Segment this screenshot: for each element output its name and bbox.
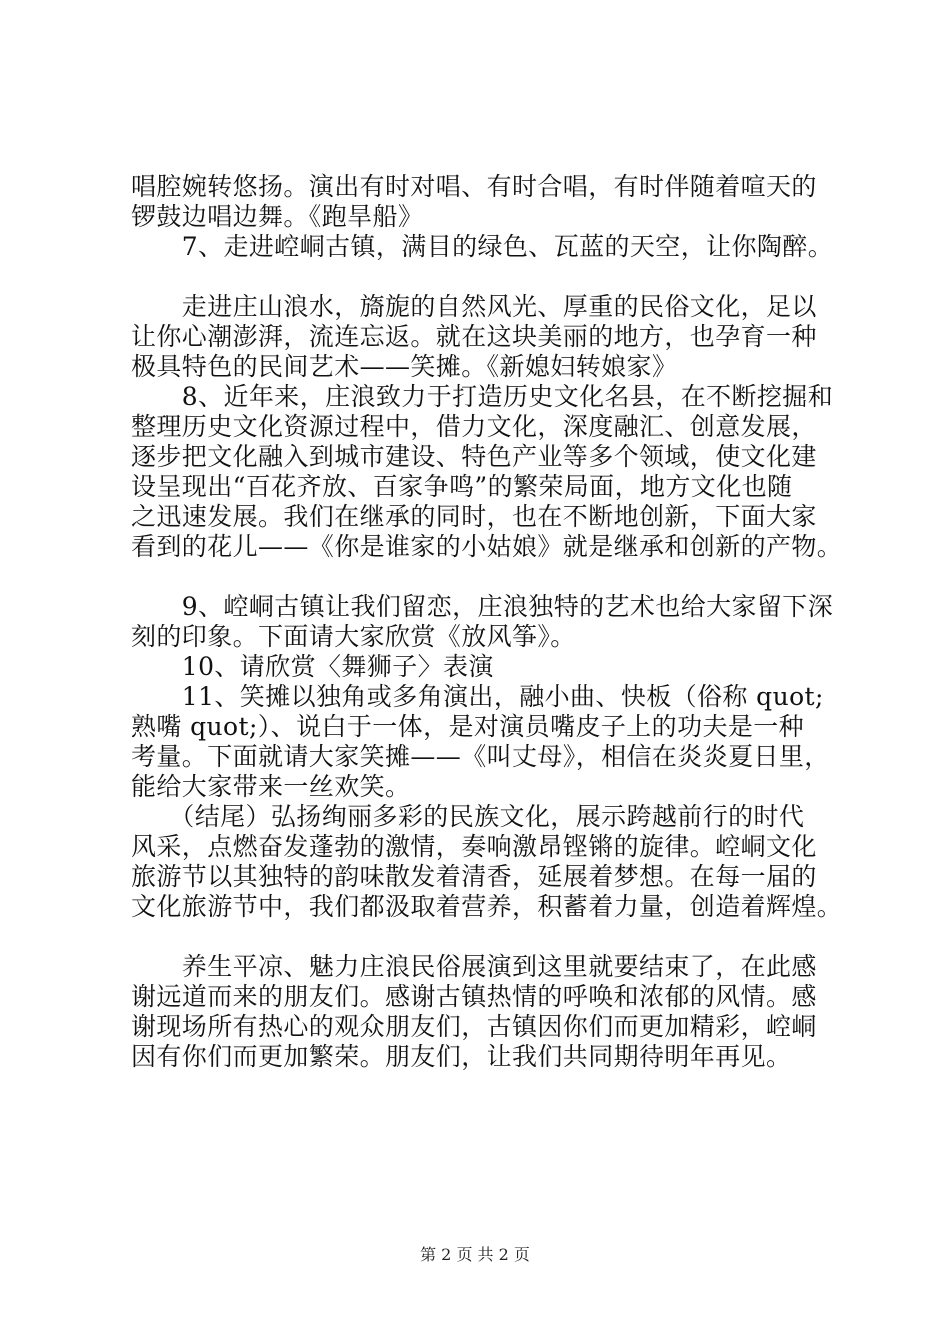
document-body bbox=[131, 172, 851, 1072]
text-line: 文化旅游节中，我们都汲取着营养，积蓄着力量，创造着辉煌。 bbox=[131, 892, 843, 921]
text-line: 之迅速发展。我们在继承的同时，也在不断地创新，下面大家 bbox=[131, 502, 817, 531]
text-line: 养生平凉、魅力庄浪民俗展演到这里就要结束了，在此感 bbox=[131, 952, 817, 981]
blank-line bbox=[131, 262, 851, 292]
text-line: 看到的花儿——《你是谁家的小姑娘》就是继承和创新的产物。 bbox=[131, 532, 843, 561]
blank-line bbox=[131, 922, 851, 952]
text-line: 唱腔婉转悠扬。演出有时对唱、有时合唱，有时伴随着喧天的 bbox=[131, 172, 817, 201]
text-line: 走进庄山浪水，旖旎的自然风光、厚重的民俗文化，足以 bbox=[131, 292, 817, 321]
text-line: 8、近年来，庄浪致力于打造历史文化名县，在不断挖掘和 bbox=[131, 382, 834, 411]
text-line: 谢远道而来的朋友们。感谢古镇热情的呼唤和浓郁的风情。感 bbox=[131, 982, 817, 1011]
text-line: 能给大家带来一丝欢笑。 bbox=[131, 772, 411, 801]
text-line: 谢现场所有热心的观众朋友们，古镇因你们而更加精彩，崆峒 bbox=[131, 1012, 817, 1041]
text-line: 极具特色的民间艺术——笑摊。《新媳妇转娘家》 bbox=[131, 352, 678, 381]
text-line: 让你心潮澎湃，流连忘返。就在这块美丽的地方，也孕育一种 bbox=[131, 322, 817, 351]
text-line: 7、走进崆峒古镇，满目的绿色、瓦蓝的天空，让你陶醉。 bbox=[131, 232, 834, 261]
text-line: 11、笑摊以独角或多角演出，融小曲、快板（俗称 quot; bbox=[131, 682, 824, 711]
text-line: 熟嘴 quot;）、说白于一体，是对演员嘴皮子上的功夫是一种 bbox=[131, 712, 805, 741]
text-line: 锣鼓边唱边舞。《跑旱船》 bbox=[131, 202, 424, 231]
page-number-footer: 第 2 页 共 2 页 bbox=[420, 1245, 530, 1264]
text-line: 风采，点燃奋发蓬勃的激情，奏响激昂铿锵的旋律。崆峒文化 bbox=[131, 832, 817, 861]
blank-line bbox=[131, 562, 851, 592]
text-line: 整理历史文化资源过程中，借力文化，深度融汇、创意发展， bbox=[131, 412, 817, 441]
text-line: 设呈现出“百花齐放、百家争鸣”的繁荣局面，地方文化也随 bbox=[131, 472, 793, 501]
text-line: 10、请欣赏〈舞狮子〉表演 bbox=[131, 652, 494, 681]
text-line: 旅游节以其独特的韵味散发着清香，延展着梦想。在每一届的 bbox=[131, 862, 817, 891]
text-line: 9、崆峒古镇让我们留恋，庄浪独特的艺术也给大家留下深 bbox=[131, 592, 834, 621]
text-line: 因有你们而更加繁荣。朋友们，让我们共同期待明年再见。 bbox=[131, 1042, 792, 1071]
text-line: 考量。下面就请大家笑摊——《叫丈母》，相信在炎炎夏日里， bbox=[131, 742, 830, 771]
text-line: 刻的印象。下面请大家欣赏《放风筝》。 bbox=[131, 622, 576, 651]
text-line: 逐步把文化融入到城市建设、特色产业等多个领域，使文化建 bbox=[131, 442, 817, 471]
text-line: （结尾）弘扬绚丽多彩的民族文化，展示跨越前行的时代 bbox=[131, 802, 805, 831]
